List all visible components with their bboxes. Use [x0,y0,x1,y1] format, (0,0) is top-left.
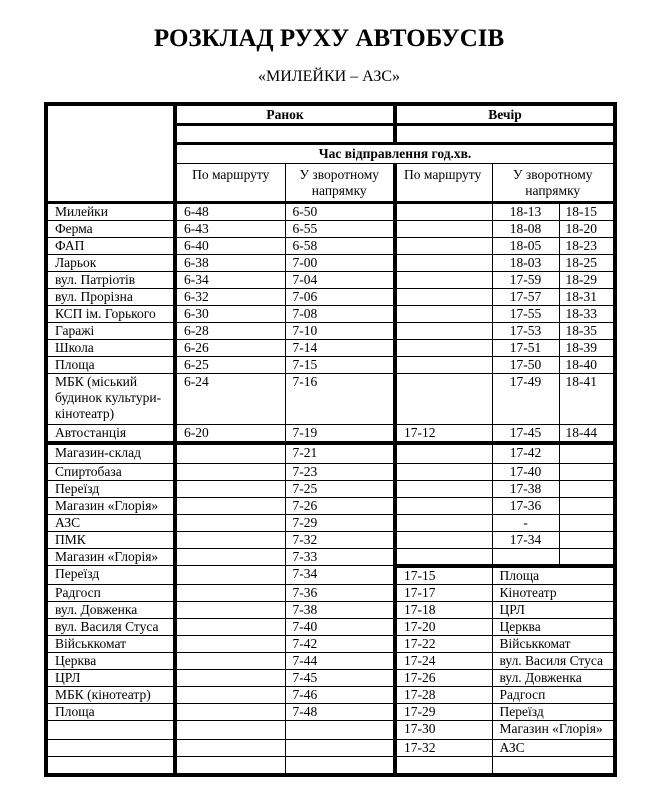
table-row [46,601,615,618]
header-evening-reverse: У зворотному напрямку [492,164,615,203]
evening-route-time [395,272,492,289]
morning-route-time [175,601,285,618]
morning-reverse-time: 7-34 [285,566,395,585]
morning-route-time: 6-43 [175,221,285,238]
morning-reverse-time: 7-15 [285,357,395,374]
morning-reverse-time: 7-06 [285,289,395,306]
evening-route-time [395,498,492,515]
stop-name [46,720,175,739]
table-row [46,323,615,340]
evening-route-time [395,357,492,374]
evening-reverse-time-1: 17-57 [492,289,559,306]
evening-reverse-time-2: 18-33 [559,306,615,323]
evening-time: 17-18 [395,601,492,618]
table-row [46,255,615,272]
evening-route-time [395,323,492,340]
evening-route-time [395,238,492,255]
stop-name: МБК (кінотеатр) [46,686,175,703]
evening-reverse-time-1: 17-50 [492,357,559,374]
stop-name [46,739,175,756]
evening-reverse-time-2: 18-25 [559,255,615,272]
morning-route-time [175,703,285,720]
header-evening-blank [395,125,615,144]
morning-reverse-time: 7-29 [285,515,395,532]
stop-name: Автостанція [46,425,175,444]
morning-route-time [175,739,285,756]
morning-route-time: 6-34 [175,272,285,289]
evening-route-time [395,255,492,272]
header-morning-route: По маршруту [175,164,285,203]
table-row [46,425,615,444]
header-morning: Ранок [175,104,395,125]
evening-time: 17-20 [395,618,492,635]
evening-route-time: 17-12 [395,425,492,444]
evening-reverse-time-2: 18-29 [559,272,615,289]
evening-route-time [395,549,492,566]
morning-route-time [175,532,285,549]
evening-reverse-time-2 [559,498,615,515]
morning-route-time [175,720,285,739]
morning-reverse-time: 7-26 [285,498,395,515]
morning-route-time [175,652,285,669]
evening-stop-name: Кінотеатр [492,584,615,601]
header-evening: Вечір [395,104,615,125]
morning-route-time [175,549,285,566]
route-subtitle: «МИЛЕЙКИ – АЗС» [257,68,401,85]
evening-reverse-time-2: 18-41 [559,374,615,425]
evening-reverse-time-1 [492,549,559,566]
evening-time [395,756,492,775]
morning-route-time: 6-30 [175,306,285,323]
morning-reverse-time [285,756,395,775]
table-row [46,739,615,756]
evening-reverse-time-1: 18-05 [492,238,559,255]
evening-reverse-time-2 [559,515,615,532]
stop-name: вул. Патріотів [46,272,175,289]
evening-route-time [395,464,492,481]
evening-reverse-time-1: 18-13 [492,203,559,221]
evening-reverse-time-2 [559,443,615,464]
stop-name: Площа [46,357,175,374]
stop-name: Школа [46,340,175,357]
evening-route-time [395,481,492,498]
morning-route-time [175,566,285,585]
evening-stop-name: вул. Довженка [492,669,615,686]
evening-reverse-time-1: 17-45 [492,425,559,444]
stop-name: Спиртобаза [46,464,175,481]
evening-reverse-time-2: 18-39 [559,340,615,357]
morning-reverse-time: 6-55 [285,221,395,238]
table-row [46,549,615,566]
evening-reverse-time-1: 17-49 [492,374,559,425]
table-row [46,532,615,549]
evening-reverse-time-1: 17-42 [492,443,559,464]
morning-reverse-time: 6-58 [285,238,395,255]
morning-route-time: 6-38 [175,255,285,272]
morning-reverse-time: 7-25 [285,481,395,498]
table-row [46,443,615,464]
evening-route-time [395,515,492,532]
stop-name: Переїзд [46,566,175,585]
evening-reverse-time-1: 18-03 [492,255,559,272]
evening-stop-name: Церква [492,618,615,635]
evening-reverse-time-2: 18-35 [559,323,615,340]
evening-reverse-time-2: 18-15 [559,203,615,221]
evening-stop-name: Магазин «Глорія» [492,720,615,739]
morning-reverse-time: 7-45 [285,669,395,686]
evening-route-time [395,203,492,221]
morning-route-time [175,756,285,775]
header-morning-blank [175,125,395,144]
evening-time: 17-30 [395,720,492,739]
evening-stop-name: Військкомат [492,635,615,652]
morning-route-time: 6-32 [175,289,285,306]
morning-route-time [175,669,285,686]
evening-route-time [395,374,492,425]
evening-reverse-time-2 [559,549,615,566]
evening-route-time [395,289,492,306]
morning-route-time: 6-24 [175,374,285,425]
evening-time: 17-24 [395,652,492,669]
morning-reverse-time: 7-14 [285,340,395,357]
evening-reverse-time-2: 18-44 [559,425,615,444]
morning-reverse-time: 7-46 [285,686,395,703]
evening-stop-name: ЦРЛ [492,601,615,618]
table-row [46,340,615,357]
evening-reverse-time-2: 18-23 [559,238,615,255]
table-row [46,498,615,515]
header-evening-route: По маршруту [395,164,492,203]
morning-route-time: 6-20 [175,425,285,444]
evening-reverse-time-2: 18-40 [559,357,615,374]
morning-route-time: 6-48 [175,203,285,221]
evening-reverse-time-1: - [492,515,559,532]
table-row [46,635,615,652]
morning-route-time [175,443,285,464]
table-row [46,515,615,532]
evening-route-time [395,221,492,238]
morning-route-time [175,584,285,601]
morning-reverse-time: 7-16 [285,374,395,425]
morning-route-time [175,635,285,652]
table-row [46,238,615,255]
evening-reverse-time-1: 17-55 [492,306,559,323]
header-morning-reverse: У зворотному напрямку [285,164,395,203]
morning-reverse-time: 7-04 [285,272,395,289]
morning-route-time: 6-25 [175,357,285,374]
page-title: РОЗКЛАД РУХУ АВТОБУСІВ [153,25,505,52]
evening-route-time [395,306,492,323]
evening-reverse-time-1: 17-53 [492,323,559,340]
morning-route-time: 6-40 [175,238,285,255]
stop-name: ПМК [46,532,175,549]
evening-time: 17-15 [395,566,492,585]
stop-name: вул. Прорізна [46,289,175,306]
evening-reverse-time-1: 17-51 [492,340,559,357]
table-row [46,756,615,775]
morning-route-time [175,686,285,703]
morning-reverse-time: 7-23 [285,464,395,481]
morning-reverse-time: 7-21 [285,443,395,464]
evening-route-time [395,532,492,549]
stop-name: вул. Василя Стуса [46,618,175,635]
evening-reverse-time-2 [559,481,615,498]
stop-name: Магазин «Глорія» [46,498,175,515]
evening-reverse-time-2: 18-20 [559,221,615,238]
stop-name: МБК (міський будинок культури-кінотеатр) [46,374,175,425]
table-row [46,357,615,374]
table-row [46,272,615,289]
evening-stop-name: вул. Василя Стуса [492,652,615,669]
evening-reverse-time-1: 17-38 [492,481,559,498]
evening-reverse-time-2 [559,532,615,549]
stop-name: Площа [46,703,175,720]
header-departure-time: Час відправлення год.хв. [175,144,615,164]
stop-name: вул. Довженка [46,601,175,618]
stop-name: Ларьок [46,255,175,272]
evening-time: 17-32 [395,739,492,756]
evening-route-time [395,340,492,357]
evening-time: 17-26 [395,669,492,686]
stop-name: Магазин «Глорія» [46,549,175,566]
morning-reverse-time: 7-36 [285,584,395,601]
stop-name [46,756,175,775]
table-row [46,306,615,323]
evening-stop-name: Переїзд [492,703,615,720]
morning-route-time [175,618,285,635]
stop-name: Церква [46,652,175,669]
table-row [46,464,615,481]
schedule-table [44,102,617,777]
morning-reverse-time: 7-44 [285,652,395,669]
stop-name: Ферма [46,221,175,238]
table-row [46,652,615,669]
morning-route-time: 6-26 [175,340,285,357]
evening-reverse-time-2: 18-31 [559,289,615,306]
evening-stop-name [492,756,615,775]
table-row [46,618,615,635]
table-row [46,566,615,585]
table-row [46,584,615,601]
morning-route-time [175,481,285,498]
morning-reverse-time: 7-32 [285,532,395,549]
table-row [46,203,615,221]
morning-reverse-time: 7-19 [285,425,395,444]
morning-reverse-time: 7-48 [285,703,395,720]
stop-name: Переїзд [46,481,175,498]
evening-reverse-time-1: 17-34 [492,532,559,549]
stop-name: Магазин-склад [46,443,175,464]
table-row [46,289,615,306]
morning-route-time [175,498,285,515]
table-row [46,221,615,238]
evening-reverse-time-1: 17-40 [492,464,559,481]
evening-reverse-time-1: 17-36 [492,498,559,515]
morning-route-time: 6-28 [175,323,285,340]
table-row [46,686,615,703]
stop-name: Радгосп [46,584,175,601]
evening-reverse-time-1: 17-59 [492,272,559,289]
morning-reverse-time: 7-40 [285,618,395,635]
table-row [46,669,615,686]
stop-name: Військкомат [46,635,175,652]
morning-reverse-time: 7-08 [285,306,395,323]
morning-reverse-time: 7-33 [285,549,395,566]
stop-name: Милейки [46,203,175,221]
morning-reverse-time: 7-42 [285,635,395,652]
morning-reverse-time: 7-38 [285,601,395,618]
evening-time: 17-28 [395,686,492,703]
stop-name: ФАП [46,238,175,255]
table-row [46,374,615,425]
morning-reverse-time: 6-50 [285,203,395,221]
table-row [46,720,615,739]
evening-stop-name: АЗС [492,739,615,756]
evening-time: 17-22 [395,635,492,652]
stop-name: АЗС [46,515,175,532]
morning-reverse-time [285,739,395,756]
evening-stop-name: Радгосп [492,686,615,703]
evening-stop-name: Площа [492,566,615,585]
morning-route-time [175,515,285,532]
table-row [46,481,615,498]
stop-name: ЦРЛ [46,669,175,686]
evening-time: 17-17 [395,584,492,601]
evening-reverse-time-1: 18-08 [492,221,559,238]
morning-reverse-time: 7-10 [285,323,395,340]
evening-reverse-time-2 [559,464,615,481]
evening-time: 17-29 [395,703,492,720]
stop-name: КСП ім. Горького [46,306,175,323]
morning-reverse-time [285,720,395,739]
table-row [46,703,615,720]
stop-name: Гаражі [46,323,175,340]
morning-reverse-time: 7-00 [285,255,395,272]
header-stop-column [46,104,175,203]
morning-route-time [175,464,285,481]
evening-route-time [395,443,492,464]
